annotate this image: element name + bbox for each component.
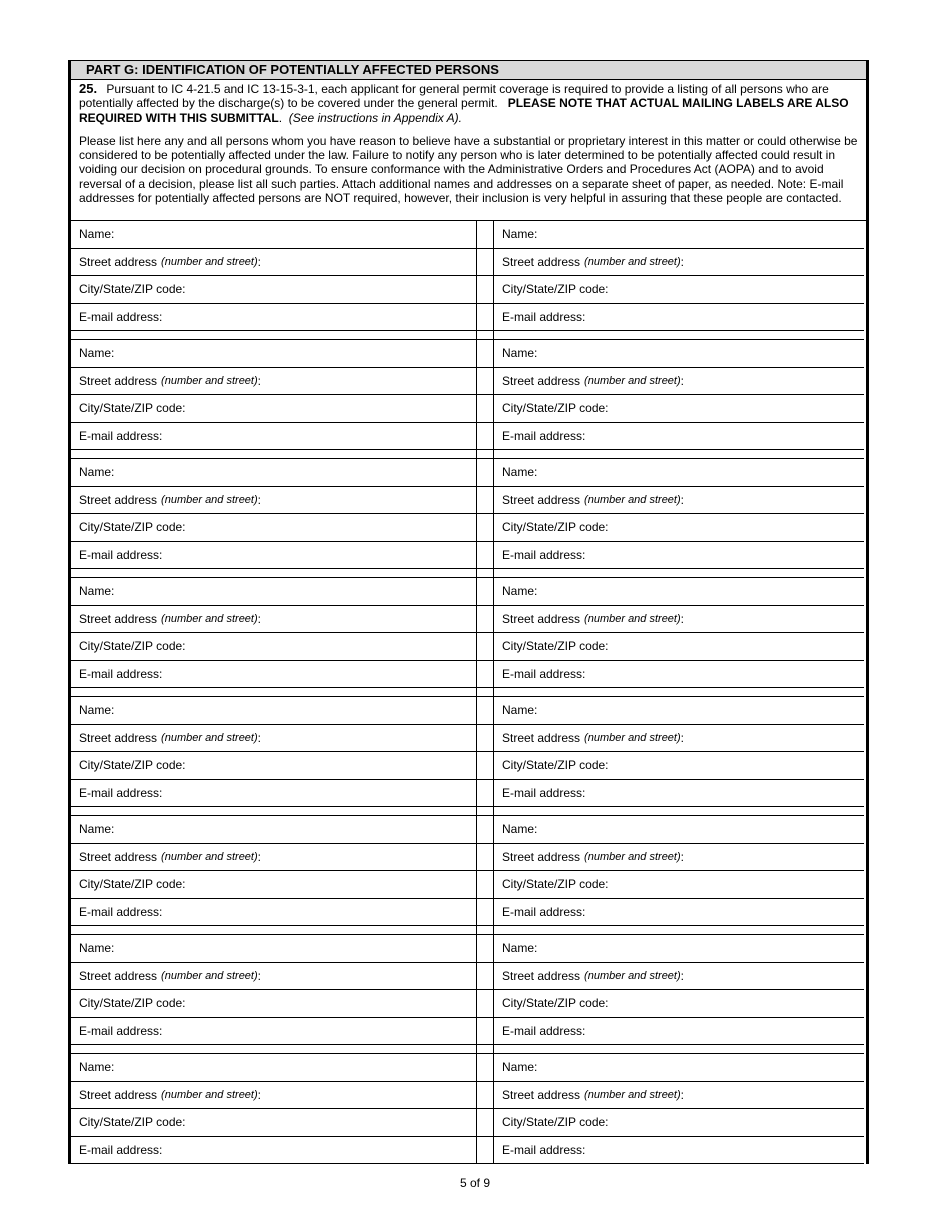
email-field-right[interactable]	[494, 899, 864, 927]
name-field-right[interactable]	[494, 221, 864, 249]
street-label: Street address	[79, 1087, 158, 1102]
street-label: Street address	[502, 849, 581, 864]
name-field-right[interactable]	[494, 1054, 864, 1082]
street-label: Street address	[79, 968, 158, 983]
column-gap	[477, 990, 493, 1018]
street-field-left[interactable]	[71, 606, 476, 634]
column-gap	[477, 368, 493, 396]
street-colon: :	[257, 254, 261, 269]
street-colon: :	[257, 730, 261, 745]
spacer-mid	[477, 450, 493, 459]
street-note: (number and street)	[161, 255, 258, 268]
city-label: City/State/ZIP code:	[502, 996, 609, 1011]
spacer-left	[71, 688, 476, 697]
name-field-left[interactable]	[71, 935, 476, 963]
email-label: E-mail address:	[502, 1142, 586, 1157]
street-label: Street address	[502, 492, 581, 507]
street-colon: :	[257, 373, 261, 388]
name-field-left[interactable]	[71, 578, 476, 606]
street-label: Street address	[502, 730, 581, 745]
column-gap	[477, 1109, 493, 1137]
spacer-left	[71, 1045, 476, 1054]
city-field-right[interactable]	[494, 633, 864, 661]
name-label: Name:	[502, 584, 538, 599]
column-gap	[477, 871, 493, 899]
city-label: City/State/ZIP code:	[79, 996, 186, 1011]
city-field-right[interactable]	[494, 276, 864, 304]
instruction-paragraph-1: 25. Pursuant to IC 4-21.5 and IC 13-15-3-1, each applicant for general permit coverage is required to provide a listing of all persons who are potentially affected by the discharge(s) to be covered under the general permit. PLEASE NOTE THAT ACTUAL MAILING LABELS ARE ALSO REQUIRED WITH THIS SUBMITTAL. (See instructions in Appendix A).	[79, 81, 849, 125]
email-field-left[interactable]	[71, 542, 476, 570]
spacer-right	[494, 1045, 864, 1054]
city-label: City/State/ZIP code:	[79, 877, 186, 892]
email-label: E-mail address:	[502, 904, 586, 919]
name-label: Name:	[502, 346, 538, 361]
name-label: Name:	[79, 346, 115, 361]
spacer-right	[494, 569, 864, 578]
street-colon: :	[680, 373, 684, 388]
city-field-right[interactable]	[494, 1109, 864, 1137]
spacer-right	[494, 331, 864, 340]
street-label: Street address	[79, 730, 158, 745]
email-field-right[interactable]	[494, 780, 864, 808]
email-field-right[interactable]	[494, 661, 864, 689]
column-gap	[477, 459, 493, 487]
email-field-left[interactable]	[71, 1018, 476, 1046]
street-field-left[interactable]	[71, 1082, 476, 1110]
city-field-left[interactable]	[71, 514, 476, 542]
street-note: (number and street)	[161, 850, 258, 863]
name-field-right[interactable]	[494, 578, 864, 606]
street-note: (number and street)	[161, 969, 258, 982]
column-gap	[477, 844, 493, 872]
street-note: (number and street)	[584, 1088, 681, 1101]
column-gap	[477, 514, 493, 542]
street-field-right[interactable]	[494, 1082, 864, 1110]
city-label: City/State/ZIP code:	[502, 520, 609, 535]
street-field-left[interactable]	[71, 725, 476, 753]
city-field-left[interactable]	[71, 752, 476, 780]
street-note: (number and street)	[161, 612, 258, 625]
column-gap	[477, 395, 493, 423]
street-colon: :	[257, 492, 261, 507]
street-note: (number and street)	[584, 731, 681, 744]
street-field-right[interactable]	[494, 844, 864, 872]
name-label: Name:	[79, 703, 115, 718]
city-label: City/State/ZIP code:	[79, 282, 186, 297]
spacer-right	[494, 450, 864, 459]
column-gap	[477, 1054, 493, 1082]
email-field-left[interactable]	[71, 661, 476, 689]
column-gap	[477, 816, 493, 844]
street-field-left[interactable]	[71, 487, 476, 515]
email-field-left[interactable]	[71, 899, 476, 927]
email-label: E-mail address:	[502, 1023, 586, 1038]
street-field-right[interactable]	[494, 487, 864, 515]
city-field-left[interactable]	[71, 276, 476, 304]
street-colon: :	[680, 254, 684, 269]
street-label: Street address	[79, 492, 158, 507]
street-colon: :	[680, 492, 684, 507]
name-label: Name:	[502, 703, 538, 718]
email-label: E-mail address:	[79, 547, 163, 562]
column-gap	[477, 1137, 493, 1165]
spacer-left	[71, 926, 476, 935]
name-label: Name:	[502, 1060, 538, 1075]
name-label: Name:	[79, 1060, 115, 1075]
email-label: E-mail address:	[502, 547, 586, 562]
street-colon: :	[680, 1087, 684, 1102]
column-gap	[477, 697, 493, 725]
column-gap	[477, 221, 493, 249]
street-field-left[interactable]	[71, 249, 476, 277]
street-note: (number and street)	[161, 1088, 258, 1101]
email-field-left[interactable]	[71, 304, 476, 332]
street-field-right[interactable]	[494, 725, 864, 753]
name-field-right[interactable]	[494, 459, 864, 487]
email-label: E-mail address:	[502, 309, 586, 324]
column-gap	[477, 899, 493, 927]
street-note: (number and street)	[584, 255, 681, 268]
spacer-right	[494, 807, 864, 816]
column-gap	[477, 725, 493, 753]
name-field-left[interactable]	[71, 340, 476, 368]
email-label: E-mail address:	[502, 666, 586, 681]
name-field-right[interactable]	[494, 816, 864, 844]
street-colon: :	[257, 1087, 261, 1102]
street-colon: :	[257, 611, 261, 626]
street-note: (number and street)	[584, 374, 681, 387]
email-field-left[interactable]	[71, 423, 476, 451]
street-label: Street address	[79, 611, 158, 626]
city-field-right[interactable]	[494, 752, 864, 780]
column-gap	[477, 578, 493, 606]
instruction-text-1: Pursuant to IC 4-21.5 and IC 13-15-3-1, each applicant for general permit coverage is required to provide a listing of all persons who are potentially affected by the discharge(s) to be covered under the general permit.	[79, 82, 829, 111]
spacer-right	[494, 688, 864, 697]
street-note: (number and street)	[161, 374, 258, 387]
spacer-mid	[477, 688, 493, 697]
name-field-left[interactable]	[71, 816, 476, 844]
appendix-reference: (See instructions in Appendix A).	[288, 110, 462, 125]
name-label: Name:	[79, 465, 115, 480]
question-25-instructions	[71, 80, 866, 221]
city-field-left[interactable]	[71, 395, 476, 423]
city-field-left[interactable]	[71, 871, 476, 899]
street-colon: :	[680, 968, 684, 983]
street-label: Street address	[79, 254, 158, 269]
name-field-right[interactable]	[494, 340, 864, 368]
column-gap	[477, 963, 493, 991]
name-label: Name:	[79, 822, 115, 837]
street-field-left[interactable]	[71, 844, 476, 872]
street-colon: :	[257, 968, 261, 983]
city-field-right[interactable]	[494, 990, 864, 1018]
city-field-left[interactable]	[71, 990, 476, 1018]
city-label: City/State/ZIP code:	[502, 401, 609, 416]
spacer-mid	[477, 1045, 493, 1054]
city-label: City/State/ZIP code:	[79, 758, 186, 773]
name-field-left[interactable]	[71, 697, 476, 725]
city-label: City/State/ZIP code:	[79, 639, 186, 654]
email-label: E-mail address:	[502, 785, 586, 800]
email-label: E-mail address:	[79, 428, 163, 443]
name-field-right[interactable]	[494, 697, 864, 725]
spacer-left	[71, 331, 476, 340]
spacer-left	[71, 807, 476, 816]
spacer-mid	[477, 331, 493, 340]
city-label: City/State/ZIP code:	[79, 1115, 186, 1130]
street-label: Street address	[79, 849, 158, 864]
city-label: City/State/ZIP code:	[502, 758, 609, 773]
email-label: E-mail address:	[79, 785, 163, 800]
email-field-left[interactable]	[71, 780, 476, 808]
city-field-left[interactable]	[71, 1109, 476, 1137]
email-label: E-mail address:	[79, 1023, 163, 1038]
email-label: E-mail address:	[79, 1142, 163, 1157]
street-field-left[interactable]	[71, 368, 476, 396]
instruction-paragraph-2: Please list here any and all persons whom you have reason to believe have a substantial or proprietary interest in this matter or could otherwise be considered to be potentially affected under the law. Failure to notify any person who is later determined to be potentially affected could result in voiding our decision on procedural grounds. To ensure conformance with the Administrative Orders and Procedures Act (AOPA) and to avoid reversal of a decision, please list all such parties. Attach additional names and addresses on a separate sheet of paper, as needed. Note: E-mail addresses for potentially affected persons are NOT required, however, their inclusion is very helpful in assuring that these people are contacted.	[79, 133, 858, 206]
street-note: (number and street)	[161, 731, 258, 744]
street-note: (number and street)	[161, 493, 258, 506]
street-label: Street address	[502, 968, 581, 983]
question-number: 25.	[79, 81, 98, 96]
column-gap	[477, 752, 493, 780]
street-note: (number and street)	[584, 969, 681, 982]
email-field-right[interactable]	[494, 1137, 864, 1165]
street-label: Street address	[79, 373, 158, 388]
name-label: Name:	[79, 584, 115, 599]
spacer-left	[71, 569, 476, 578]
column-gap	[477, 606, 493, 634]
mailing-labels-notice: PLEASE NOTE THAT ACTUAL MAILING LABELS ARE ALSO REQUIRED WITH THIS SUBMITTAL	[79, 96, 849, 125]
city-field-left[interactable]	[71, 633, 476, 661]
affected-persons-form	[68, 60, 869, 1164]
street-colon: :	[680, 849, 684, 864]
column-gap	[477, 423, 493, 451]
street-field-left[interactable]	[71, 963, 476, 991]
name-field-left[interactable]	[71, 459, 476, 487]
city-label: City/State/ZIP code:	[502, 282, 609, 297]
column-gap	[477, 1018, 493, 1046]
spacer-mid	[477, 569, 493, 578]
city-field-right[interactable]	[494, 871, 864, 899]
persons-grid	[71, 221, 866, 1164]
city-label: City/State/ZIP code:	[502, 877, 609, 892]
street-colon: :	[680, 730, 684, 745]
street-colon: :	[680, 611, 684, 626]
email-label: E-mail address:	[79, 309, 163, 324]
spacer-left	[71, 450, 476, 459]
email-field-right[interactable]	[494, 542, 864, 570]
email-field-right[interactable]	[494, 1018, 864, 1046]
email-field-right[interactable]	[494, 423, 864, 451]
street-label: Street address	[502, 254, 581, 269]
city-field-right[interactable]	[494, 514, 864, 542]
street-field-right[interactable]	[494, 249, 864, 277]
column-gap	[477, 487, 493, 515]
column-gap	[477, 633, 493, 661]
column-gap	[477, 661, 493, 689]
street-field-right[interactable]	[494, 606, 864, 634]
city-label: City/State/ZIP code:	[502, 639, 609, 654]
street-note: (number and street)	[584, 493, 681, 506]
part-g-header: PART G: IDENTIFICATION OF POTENTIALLY AFFECTED PERSONS	[71, 61, 866, 80]
column-gap	[477, 249, 493, 277]
email-label: E-mail address:	[502, 428, 586, 443]
street-note: (number and street)	[584, 612, 681, 625]
email-field-right[interactable]	[494, 304, 864, 332]
email-field-left[interactable]	[71, 1137, 476, 1165]
name-label: Name:	[79, 941, 115, 956]
city-field-right[interactable]	[494, 395, 864, 423]
name-field-left[interactable]	[71, 221, 476, 249]
column-gap	[477, 935, 493, 963]
spacer-right	[494, 926, 864, 935]
name-label: Name:	[502, 227, 538, 242]
column-gap	[477, 304, 493, 332]
name-field-left[interactable]	[71, 1054, 476, 1082]
street-colon: :	[257, 849, 261, 864]
street-label: Street address	[502, 611, 581, 626]
page-number: 5 of 9	[459, 1176, 491, 1190]
name-label: Name:	[502, 941, 538, 956]
street-note: (number and street)	[584, 850, 681, 863]
street-label: Street address	[502, 1087, 581, 1102]
name-field-right[interactable]	[494, 935, 864, 963]
column-gap	[477, 780, 493, 808]
column-gap	[477, 542, 493, 570]
name-label: Name:	[502, 465, 538, 480]
column-gap	[477, 276, 493, 304]
street-field-right[interactable]	[494, 963, 864, 991]
name-label: Name:	[502, 822, 538, 837]
email-label: E-mail address:	[79, 904, 163, 919]
city-label: City/State/ZIP code:	[79, 401, 186, 416]
city-label: City/State/ZIP code:	[79, 520, 186, 535]
spacer-mid	[477, 926, 493, 935]
column-gap	[477, 1082, 493, 1110]
street-field-right[interactable]	[494, 368, 864, 396]
spacer-mid	[477, 807, 493, 816]
city-label: City/State/ZIP code:	[502, 1115, 609, 1130]
column-gap	[477, 340, 493, 368]
email-label: E-mail address:	[79, 666, 163, 681]
name-label: Name:	[79, 227, 115, 242]
street-label: Street address	[502, 373, 581, 388]
